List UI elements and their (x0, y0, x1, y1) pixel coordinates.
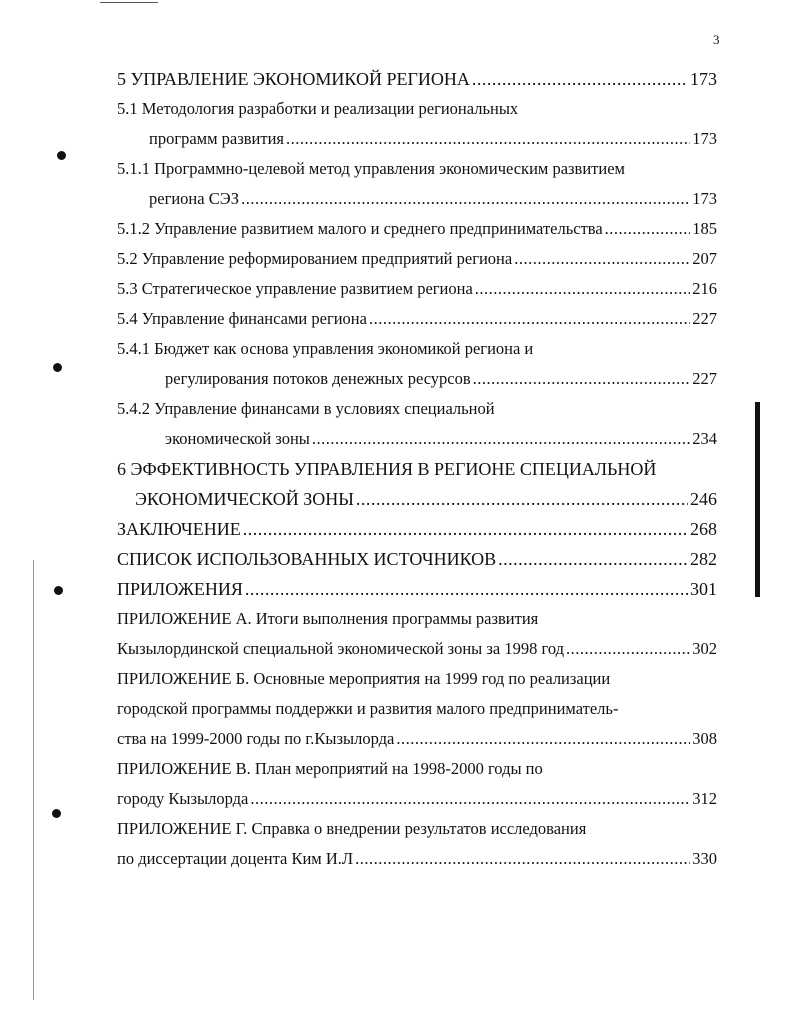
toc-entry: 5.1.1 Программно-целевой метод управления экономическим развитием (117, 159, 625, 178)
toc-entry: Кызылординской специальной экономической зоны за 1998 год ..... 302 (117, 634, 717, 664)
toc-entry: 5.3 Стратегическое управление развитием региона ..... 216 (117, 274, 717, 304)
toc-entry: 5.4.1 Бюджет как основа управления экономикой региона и (117, 339, 534, 358)
toc-entry: городской программы поддержки и развития малого предприниматель- (117, 699, 619, 718)
toc-entry: ства на 1999-2000 годы по г.Кызылорда ..... 308 (117, 724, 717, 754)
toc-entry: ПРИЛОЖЕНИЕ Б. Основные мероприятия на 1999 год по реализации (117, 669, 611, 688)
toc-entry: 5.4 Управление финансами региона ..... 227 (117, 304, 717, 334)
toc-entry: 6 ЭФФЕКТИВНОСТЬ УПРАВЛЕНИЯ В РЕГИОНЕ СПЕЦИАЛЬНОЙ (117, 459, 657, 479)
punch-hole (52, 809, 61, 818)
punch-hole (57, 151, 66, 160)
page-number: 3 (713, 32, 720, 47)
edge-mark (755, 402, 760, 597)
toc-entry: 5.4.2 Управление финансами в условиях специальной (117, 399, 495, 418)
table-of-contents (117, 64, 717, 874)
toc-entry: регулирования потоков денежных ресурсов ..... 227 (117, 364, 717, 394)
scan-artifact-top (100, 2, 158, 3)
margin-line (33, 560, 34, 1000)
toc-entry: ЗАКЛЮЧЕНИЕ ..... 268 (117, 514, 717, 544)
toc-entry: ПРИЛОЖЕНИЕ В. План мероприятий на 1998-2000 годы по (117, 759, 543, 778)
toc-entry: экономической зоны ..... 234 (117, 424, 717, 454)
toc-entry: ПРИЛОЖЕНИЯ ..... 301 (117, 574, 717, 604)
punch-hole (54, 586, 63, 595)
toc-entry: СПИСОК ИСПОЛЬЗОВАННЫХ ИСТОЧНИКОВ ..... 282 (117, 544, 717, 574)
toc-entry: 5 УПРАВЛЕНИЕ ЭКОНОМИКОЙ РЕГИОНА ..... 173 (117, 64, 717, 94)
toc-entry: 5.1 Методология разработки и реализации региональных (117, 99, 519, 118)
toc-entry: 5.1.2 Управление развитием малого и среднего предпринимательства ..... 185 (117, 214, 717, 244)
toc-entry: городу Кызылорда ..... 312 (117, 784, 717, 814)
toc-entry: программ развития ..... 173 (117, 124, 717, 154)
punch-hole (53, 363, 62, 372)
toc-entry: ЭКОНОМИЧЕСКОЙ ЗОНЫ ..... 246 (117, 484, 717, 514)
toc-entry: по диссертации доцента Ким И.Л ..... 330 (117, 844, 717, 874)
toc-entry: ПРИЛОЖЕНИЕ Г. Справка о внедрении результатов исследования (117, 819, 587, 838)
toc-entry: региона СЭЗ ..... 173 (117, 184, 717, 214)
toc-entry: ПРИЛОЖЕНИЕ А. Итоги выполнения программы развития (117, 609, 539, 628)
toc-entry: 5.2 Управление реформированием предприятий региона ..... 207 (117, 244, 717, 274)
